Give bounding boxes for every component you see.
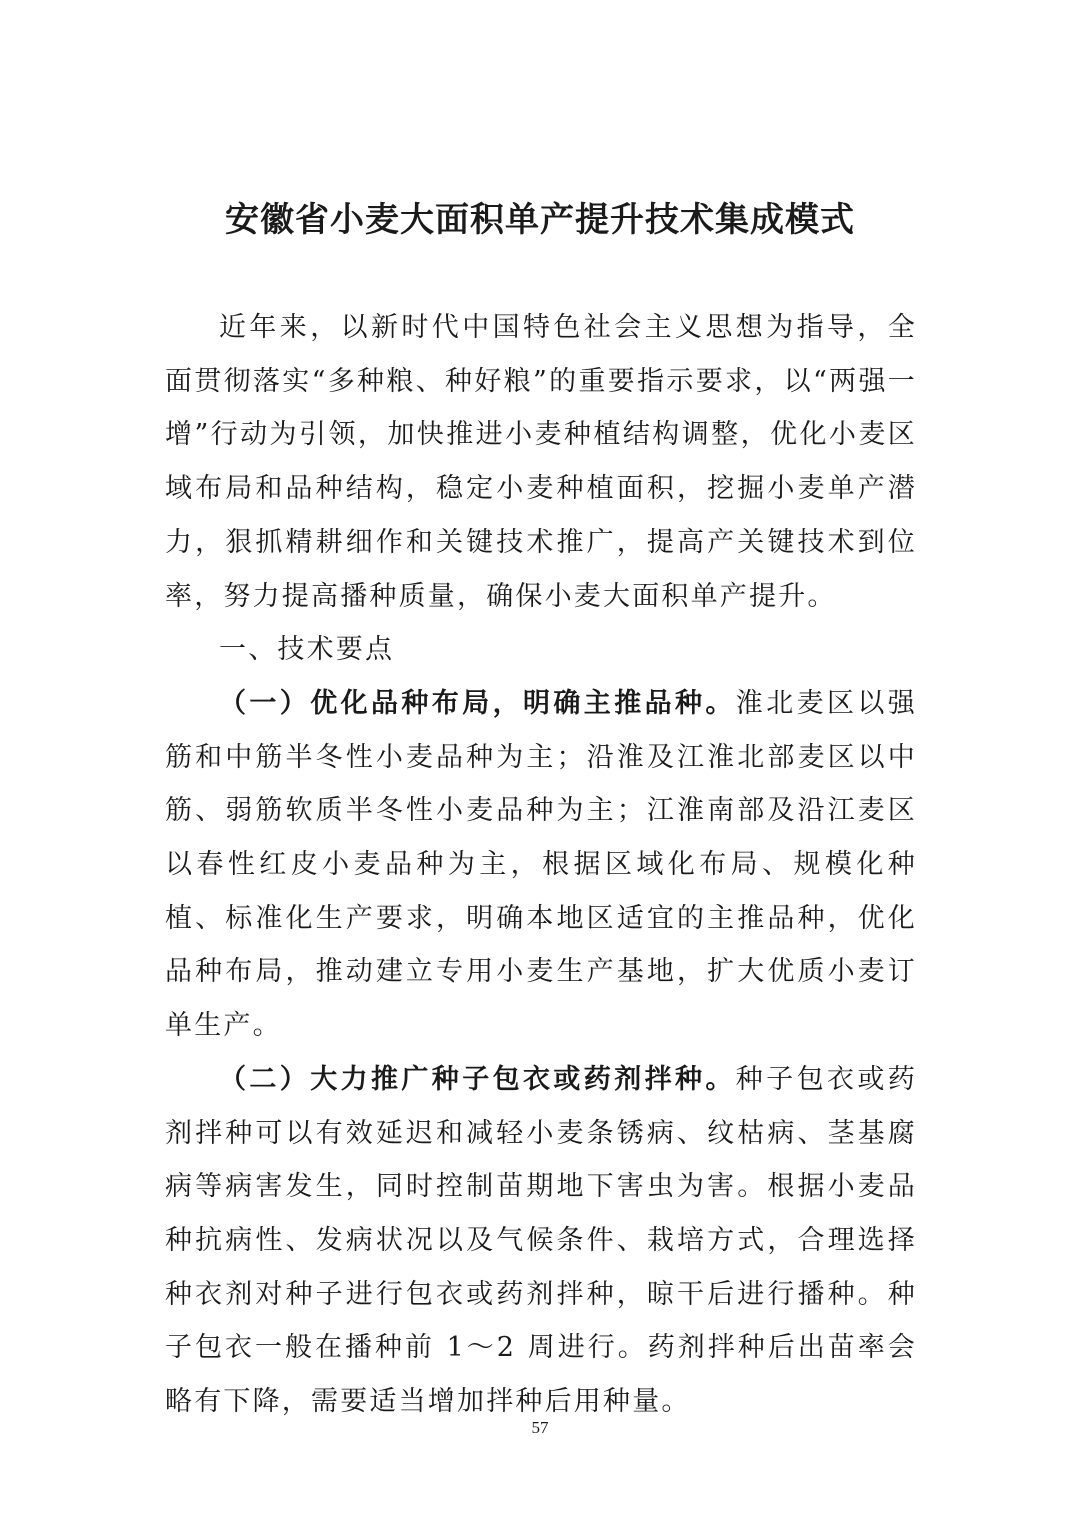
intro-paragraph: 近年来，以新时代中国特色社会主义思想为指导，全面贯彻落实“多种粮、种好粮”的重要指示要求，以“两强一增”行动为引领，加快推进小麦种植结构调整，优化小麦区域布局和品种结构，稳定小麦种植面积，挖掘小麦单产潜力，狠抓精耕细作和关键技术推广，提高产关键技术到位率，努力提高播种质量，确保小麦大面积单产提升。	[165, 312, 917, 612]
item-1-paragraph	[165, 677, 917, 1053]
item-1-lead: （一）优化品种布局，明确主推品种。	[219, 687, 736, 719]
document-body	[165, 301, 917, 1429]
document-title: 安徽省小麦大面积单产提升技术集成模式	[225, 200, 855, 240]
item-2-paragraph	[165, 1053, 917, 1429]
item-1-text: 淮北麦区以强筋和中筋半冬性小麦品种为主；沿淮及江淮北部麦区以中筋、弱筋软质半冬性小麦品种为主；江淮南部及沿江麦区以春性红皮小麦品种为主，根据区域化布局、规模化种植、标准化生产要求，明确本地区适宜的主推品种，优化品种布局，推动建立专用小麦生产基地，扩大优质小麦订单生产。	[165, 687, 917, 1042]
item-2-lead: （二）大力推广种子包衣或药剂拌种。	[219, 1063, 736, 1095]
page-number: 57	[531, 1418, 549, 1437]
section-heading: 一、技术要点	[219, 634, 395, 666]
item-2-text: 种子包衣或药剂拌种可以有效延迟和减轻小麦条锈病、纹枯病、茎基腐病等病害发生，同时控制苗期地下害虫为害。根据小麦品种抗病性、发病状况以及气候条件、栽培方式，合理选择种衣剂对种子进行包衣或药剂拌种，晾干后进行播种。种子包衣一般在播种前 1～2 周进行。药剂拌种后出苗率会略有下降，需要适当增加拌种后用种量。	[165, 1063, 917, 1418]
